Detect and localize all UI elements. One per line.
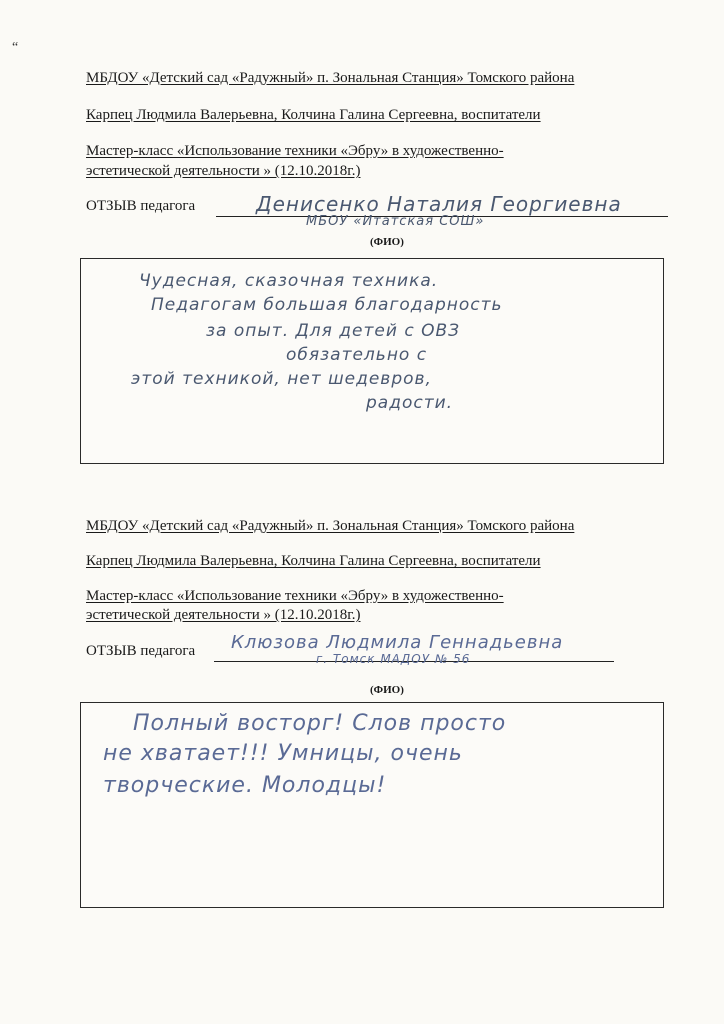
org-line: МБДОУ «Детский сад «Радужный» п. Зональная Станция» Томского района <box>86 70 575 86</box>
review-text-line: не хватает!!! Умницы, очень <box>103 741 463 766</box>
master-class-line-1: Мастер-класс «Использование техники «Эбру» в художественно- <box>86 143 504 159</box>
fio-label: (ФИО) <box>370 684 404 696</box>
master-class-line-1: Мастер-класс «Использование техники «Эбру» в художественно- <box>86 588 504 604</box>
signature-org: МБОУ «Итатская СОШ» <box>306 214 485 229</box>
signature-name: Денисенко Наталия Георгиевна <box>256 192 622 216</box>
org-line: МБДОУ «Детский сад «Радужный» п. Зональная Станция» Томского района <box>86 518 575 534</box>
review-text-line: Полный восторг! Слов просто <box>133 711 507 736</box>
review-label: ОТЗЫВ педагога <box>86 198 196 214</box>
master-class-line-2: эстетической деятельности » (12.10.2018г.) <box>86 607 361 623</box>
scan-mark: “ <box>12 40 19 55</box>
review-text-line: радости. <box>366 393 454 413</box>
review-text-line: за опыт. Для детей с ОВЗ <box>206 321 461 341</box>
review-label: ОТЗЫВ педагога <box>86 643 196 659</box>
authors-line: Карпец Людмила Валерьевна, Колчина Галина Сергеевна, воспитатели <box>86 107 541 123</box>
signature-org: г. Томск МАДОУ № 56 <box>316 652 471 666</box>
review-box-1 <box>80 258 664 464</box>
review-text-line: Чудесная, сказочная техника. <box>139 271 439 291</box>
review-text-line: творческие. Молодцы! <box>103 773 387 798</box>
review-text-line: Педагогам большая благодарность <box>151 295 503 315</box>
authors-line: Карпец Людмила Валерьевна, Колчина Галина Сергеевна, воспитатели <box>86 553 541 569</box>
signature-name: Клюзова Людмила Геннадьевна <box>231 632 564 653</box>
master-class-line-2: эстетической деятельности » (12.10.2018г.) <box>86 163 361 179</box>
review-text-line: этой техникой, нет шедевров, <box>131 369 432 389</box>
review-box-2 <box>80 702 664 908</box>
fio-label: (ФИО) <box>370 236 404 248</box>
review-text-line: обязательно с <box>286 345 428 365</box>
